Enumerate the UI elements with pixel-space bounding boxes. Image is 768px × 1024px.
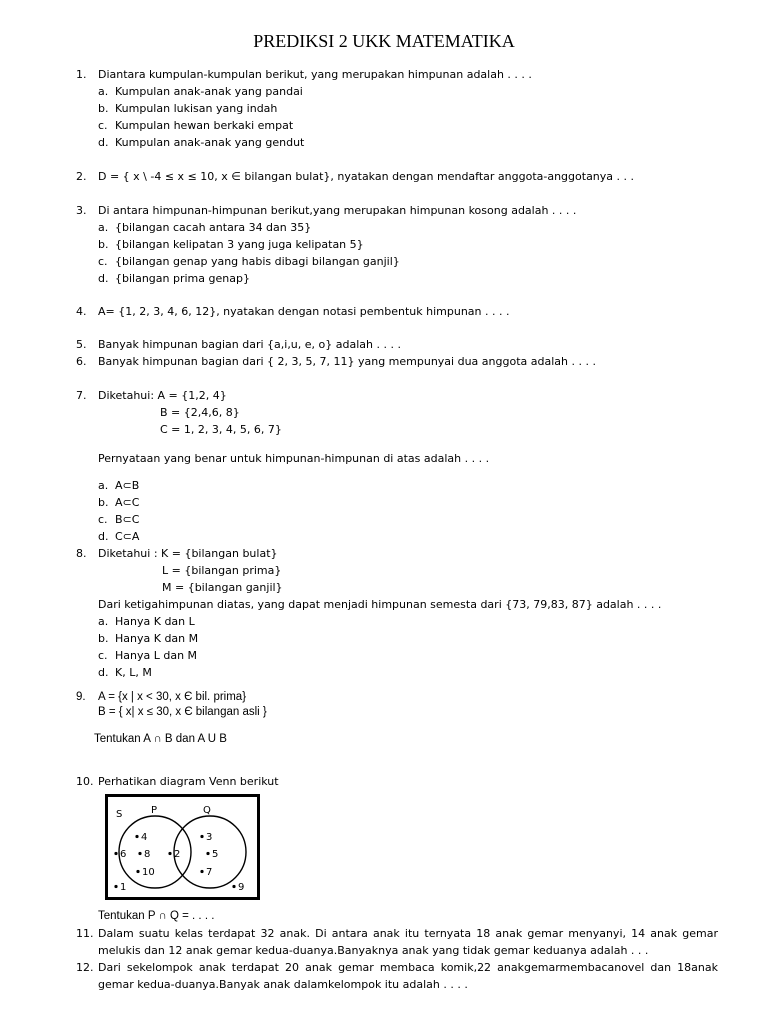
set-definition-text: L = {bilangan prima} — [162, 564, 282, 577]
question-text: Pernyataan yang benar untuk himpunan-himpunan di atas adalah . . . . — [98, 452, 490, 465]
element-1: 1 — [120, 882, 127, 893]
option-label: c. — [98, 119, 108, 132]
element-dot — [200, 835, 203, 838]
question-number: 7. — [76, 389, 87, 402]
question-number: 9. — [76, 691, 86, 703]
set-definition-a: Diketahui: A = {1,2, 4} — [98, 389, 227, 402]
question-number: 5. — [76, 338, 87, 351]
set-definition-a: A = {x | x < 30, x Є bil. prima} — [98, 691, 247, 703]
set-definition-text: C = 1, 2, 3, 4, 5, 6, 7} — [160, 423, 282, 436]
question-11-text: Dalam suatu kelas terdapat 32 anak. Di antara anak itu ternyata 18 anak gemar menyanyi, 14 anak gemar melukis dan 12 anak gemar kedua-duanya.Banyaknya anak yang tidak gemar keduanya adalah . . . — [98, 927, 718, 957]
option-text: A⊂C — [115, 496, 140, 509]
question-text: D = { x \ -4 ≤ x ≤ 10, x ∈ bilangan bulat}, nyatakan dengan mendaftar anggota-anggotanya . . . — [98, 170, 635, 183]
option-text: Hanya K dan L — [115, 615, 195, 628]
option-text: {bilangan genap yang habis dibagi bilangan ganjil} — [115, 255, 400, 268]
option-text: Hanya K dan M — [115, 632, 199, 645]
question-number: 2. — [76, 170, 87, 183]
option-text: C⊂A — [115, 530, 140, 543]
question-text: A= {1, 2, 3, 4, 6, 12}, nyatakan dengan notasi pembentuk himpunan . . . . — [98, 305, 510, 318]
element-2: 2 — [174, 849, 181, 860]
question-text: Banyak himpunan bagian dari { 2, 3, 5, 7, 11} yang mempunyai dua anggota adalah . . . . — [98, 355, 596, 368]
element-dot — [168, 852, 171, 855]
option-text: {bilangan kelipatan 3 yang juga kelipatan 5} — [115, 238, 364, 251]
question-number: 1. — [76, 68, 87, 81]
option-label: c. — [98, 513, 108, 526]
option-text: A⊂B — [115, 479, 140, 492]
option-label: a. — [98, 479, 109, 492]
option-label: b. — [98, 632, 109, 645]
element-dot — [136, 870, 139, 873]
element-8: 8 — [144, 849, 151, 860]
set-definition-text: M = {bilangan ganjil} — [162, 581, 283, 594]
element-dot — [114, 885, 117, 888]
option-text: B⊂C — [115, 513, 140, 526]
venn-diagram — [105, 794, 260, 900]
option-text: Kumpulan lukisan yang indah — [115, 102, 278, 115]
option-label: d. — [98, 530, 109, 543]
option-text: {bilangan cacah antara 34 dan 35} — [115, 221, 312, 234]
set-q-label: Q — [203, 805, 211, 816]
option-text: Kumpulan anak-anak yang gendut — [115, 136, 305, 149]
question-number: 10. — [76, 775, 94, 788]
universal-set-box — [107, 796, 259, 899]
option-text: Kumpulan anak-anak yang pandai — [115, 85, 303, 98]
set-definition-text: B = { x| x ≤ 30, x Є bilangan asli } — [98, 706, 267, 718]
option-label: a. — [98, 85, 109, 98]
element-9: 9 — [238, 882, 245, 893]
element-4: 4 — [141, 832, 148, 843]
option-text: Hanya L dan M — [115, 649, 198, 662]
option-label: b. — [98, 102, 109, 115]
option-label: d. — [98, 272, 109, 285]
option-label: a. — [98, 221, 109, 234]
question-number: 3. — [76, 204, 87, 217]
question-number: 8. — [76, 547, 87, 560]
set-definition-text: B = {2,4,6, 8} — [160, 406, 240, 419]
question-number: 12. — [76, 961, 94, 974]
option-label: d. — [98, 666, 109, 679]
question-text: Di antara himpunan-himpunan berikut,yang merupakan himpunan kosong adalah . . . . — [98, 204, 577, 217]
element-dot — [200, 870, 203, 873]
element-dot — [138, 852, 141, 855]
option-label: d. — [98, 136, 109, 149]
element-dot — [114, 852, 117, 855]
option-label: b. — [98, 238, 109, 251]
element-7: 7 — [206, 867, 213, 878]
set-definition-k: Diketahui : K = {bilangan bulat} — [98, 547, 278, 560]
set-p-label: P — [151, 805, 158, 816]
element-dot — [206, 852, 209, 855]
question-number: 4. — [76, 305, 87, 318]
element-dot — [135, 835, 138, 838]
question-12-text: Dari sekelompok anak terdapat 20 anak gemar membaca komik,22 anakgemarmembacanovel dan 18anak gemar kedua-duanya.Banyak anak dalamkelompok itu adalah . . . . — [98, 961, 718, 991]
option-text: K, L, M — [115, 666, 152, 679]
question-text: Diantara kumpulan-kumpulan berikut, yang merupakan himpunan adalah . . . . — [98, 68, 532, 81]
question-number: 11. — [76, 927, 94, 940]
element-3: 3 — [206, 832, 213, 843]
option-label: c. — [98, 255, 108, 268]
question-text: Banyak himpunan bagian dari {a,i,u, e, o} adalah . . . . — [98, 338, 401, 351]
element-5: 5 — [212, 849, 219, 860]
question-number: 6. — [76, 355, 87, 368]
option-label: a. — [98, 615, 109, 628]
option-text: {bilangan prima genap} — [115, 272, 250, 285]
question-text: Perhatikan diagram Venn berikut — [98, 775, 279, 788]
option-text: Kumpulan hewan berkaki empat — [115, 119, 294, 132]
set-s-label: S — [116, 809, 123, 820]
question-text: Dari ketigahimpunan diatas, yang dapat menjadi himpunan semesta dari {73, 79,83, 87} adalah . . . . — [98, 598, 662, 611]
question-text: Tentukan A ∩ B dan A U B — [94, 733, 227, 745]
element-6: 6 — [120, 849, 127, 860]
option-label: c. — [98, 649, 108, 662]
page-title: PREDIKSI 2 UKK MATEMATIKA — [253, 31, 515, 51]
element-10: 10 — [142, 867, 155, 878]
element-dot — [232, 885, 235, 888]
option-label: b. — [98, 496, 109, 509]
question-text: Tentukan P ∩ Q = . . . . — [98, 910, 215, 922]
